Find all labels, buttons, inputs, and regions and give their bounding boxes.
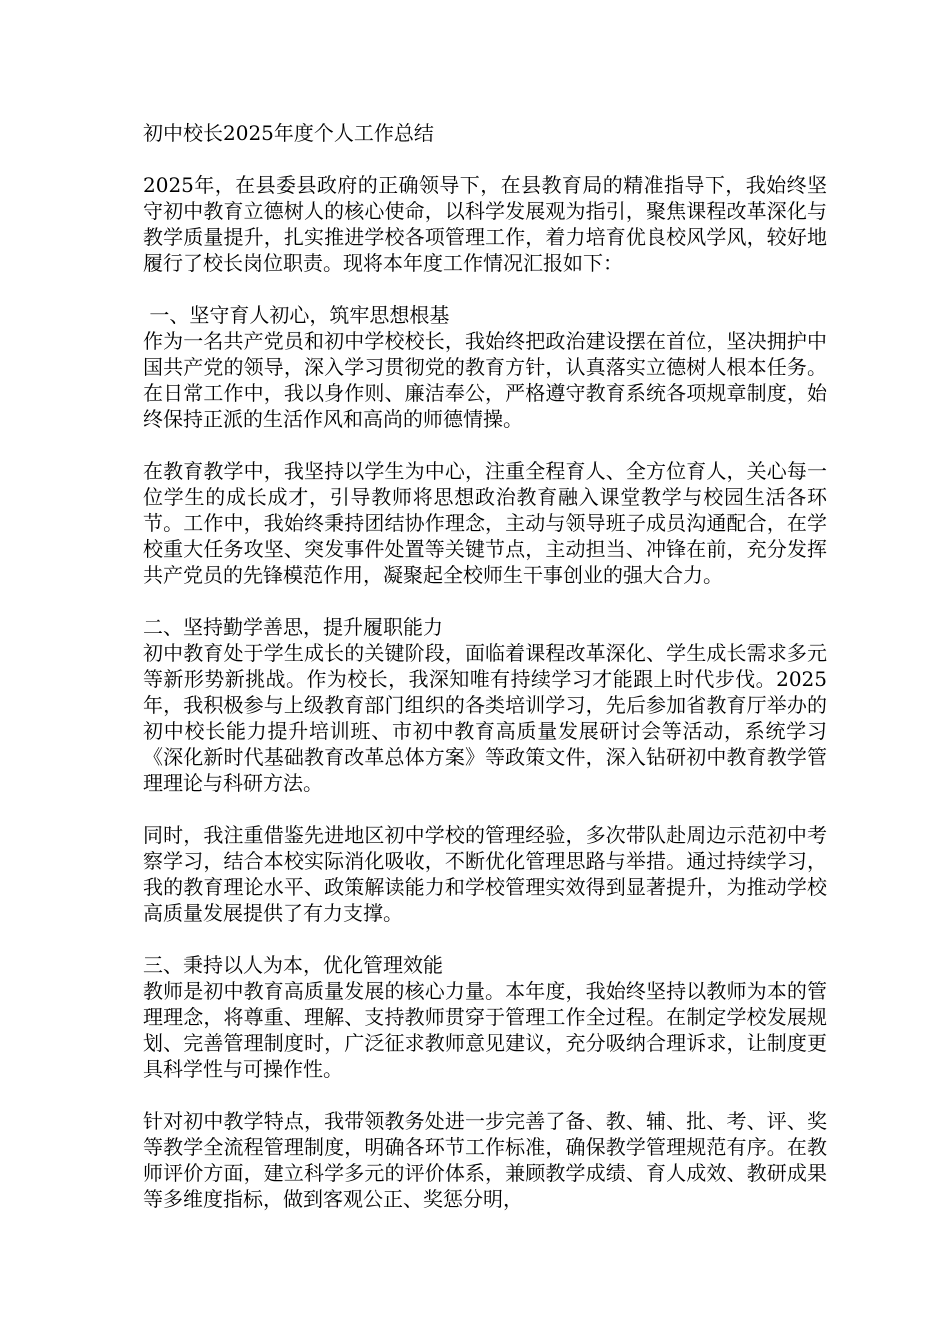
section-heading: 三、秉持以人为本，优化管理效能	[143, 953, 443, 977]
paragraph-gap	[143, 1082, 827, 1108]
paragraph-gap	[143, 926, 827, 952]
intro-paragraph: 2025年，在县委县政府的正确领导下，在县教育局的精准指导下，我始终坚守初中教育立德树人的核心使命，以科学发展观为指引，聚焦课程改革深化与教学质量提升，扎实推进学校各项管理工作，着力培育优良校风学风，较好地履行了校长岗位职责。现将本年度工作情况汇报如下：	[143, 173, 827, 275]
section-heading: 一、坚守育人初心，筑牢思想根基	[143, 303, 450, 327]
section-paragraph: 同时，我注重借鉴先进地区初中学校的管理经验，多次带队赴周边示范初中考察学习，结合本校实际消化吸收，不断优化管理思路与举措。通过持续学习，我的教育理论水平、政策解读能力和学校管理实效得到显著提升，为推动学校高质量发展提供了有力支撑。	[143, 823, 827, 925]
paragraph-gap	[143, 276, 827, 302]
document-title: 初中校长2025年度个人工作总结	[143, 121, 434, 145]
section-2	[143, 614, 827, 952]
section-heading: 二、坚持勤学善思，提升履职能力	[143, 615, 443, 639]
section-paragraph: 作为一名共产党员和初中学校校长，我始终把政治建设摆在首位，坚决拥护中国共产党的领导，深入学习贯彻党的教育方针，认真落实立德树人根本任务。在日常工作中，我以身作则、廉洁奉公，严格遵守教育系统各项规章制度，始终保持正派的生活作风和高尚的师德情操。	[143, 329, 827, 431]
paragraph-gap	[143, 796, 827, 822]
section-1	[143, 302, 827, 614]
section-3	[143, 952, 827, 1212]
section-paragraph: 教师是初中教育高质量发展的核心力量。本年度，我始终坚持以教师为本的管理理念，将尊重、理解、支持教师贯穿于管理工作全过程。在制定学校发展规划、完善管理制度时，广泛征求教师意见建议，充分吸纳合理诉求，让制度更具科学性与可操作性。	[143, 979, 827, 1081]
document-page	[143, 120, 827, 1212]
paragraph-gap	[143, 432, 827, 458]
section-paragraph: 初中教育处于学生成长的关键阶段，面临着课程改革深化、学生成长需求多元等新形势新挑战。作为校长，我深知唯有持续学习才能跟上时代步伐。2025年，我积极参与上级教育部门组织的各类培训学习，先后参加省教育厅举办的初中校长能力提升培训班、市初中教育高质量发展研讨会等活动，系统学习《深化新时代基础教育改革总体方案》等政策文件，深入钻研初中教育教学管理理论与科研方法。	[143, 641, 827, 795]
section-paragraph: 针对初中教学特点，我带领教务处进一步完善了备、教、辅、批、考、评、奖等教学全流程管理制度，明确各环节工作标准，确保教学管理规范有序。在教师评价方面，建立科学多元的评价体系，兼顾教学成绩、育人成效、教研成果等多维度指标，做到客观公正、奖惩分明，	[143, 1109, 827, 1211]
paragraph-gap	[143, 588, 827, 614]
section-paragraph: 在教育教学中，我坚持以学生为中心，注重全程育人、全方位育人，关心每一位学生的成长成才，引导教师将思想政治教育融入课堂教学与校园生活各环节。工作中，我始终秉持团结协作理念，主动与领导班子成员沟通配合，在学校重大任务攻坚、突发事件处置等关键节点，主动担当、冲锋在前，充分发挥共产党员的先锋模范作用，凝聚起全校师生干事创业的强大合力。	[143, 459, 827, 587]
